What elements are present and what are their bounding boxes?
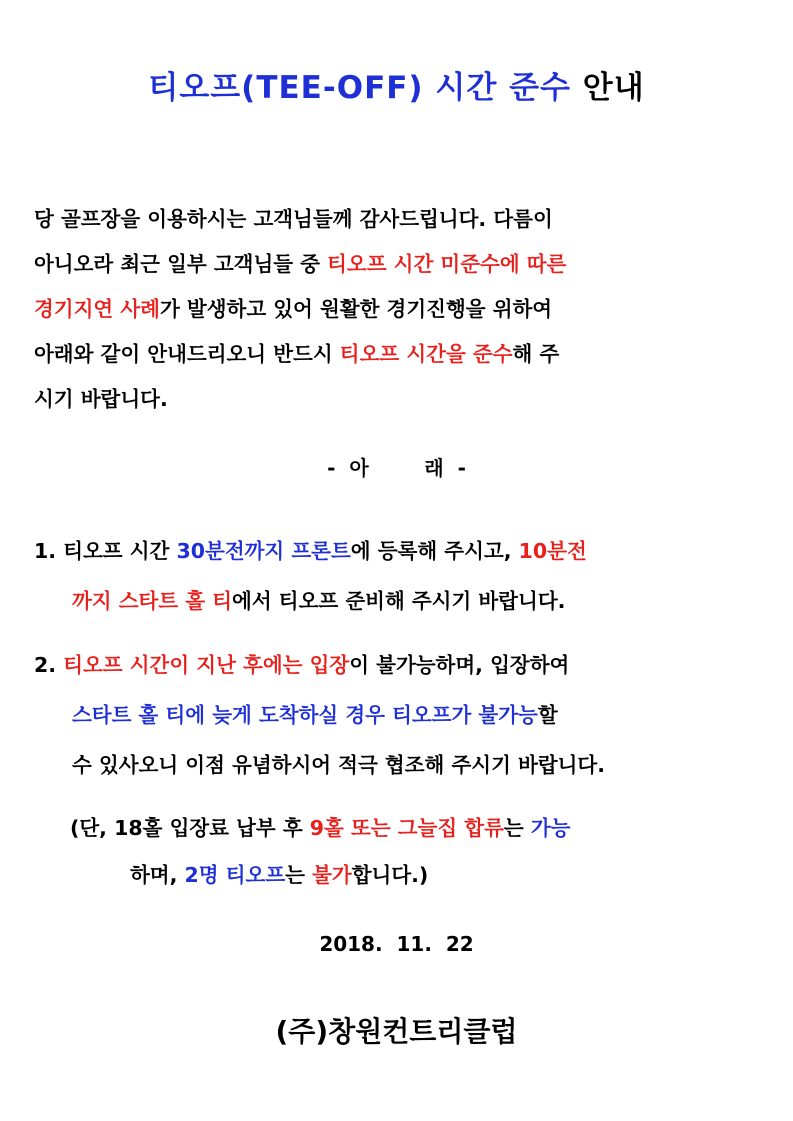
item-2-highlight-red: 티오프 시간이 지난 후에는 입장 <box>63 653 350 677</box>
note-highlight-blue-1: 가능 <box>530 816 571 840</box>
title-suffix: 안내 <box>570 70 645 106</box>
intro-line-2-text: 아니오라 최근 일부 고객님들 중 <box>34 252 328 276</box>
note-text-a: (단, 18홀 입장료 납부 후 <box>70 816 310 840</box>
item-1-text-c: 에서 티오프 준비해 주시기 바랍니다. <box>232 589 566 613</box>
intro-line-3 <box>34 287 764 332</box>
title-main: 티오프(TEE-OFF) 시간 준수 <box>148 70 571 106</box>
notice-item-1 <box>34 526 764 626</box>
page-title <box>0 62 793 107</box>
intro-highlight-3: 티오프 시간을 준수 <box>339 342 513 366</box>
intro-paragraph <box>34 197 764 422</box>
note-text-d: 는 <box>285 863 313 887</box>
item-2-number: 2. <box>34 653 64 677</box>
note-line-1 <box>70 805 770 852</box>
intro-highlight-1: 티오프 시간 미준수에 따른 <box>327 252 567 276</box>
item-1-highlight-red-2: 까지 스타트 홀 티 <box>72 589 233 613</box>
intro-line-1: 당 골프장을 이용하시는 고객님들께 감사드립니다. 다름이 <box>34 207 553 231</box>
intro-line-5: 시기 바랍니다. <box>34 387 168 411</box>
note-text-b: 는 <box>503 816 531 840</box>
notice-date: 2018. 11. 22 <box>319 932 474 956</box>
intro-highlight-2: 경기지연 사례 <box>34 297 160 321</box>
intro-line-4-text-b: 해 주 <box>512 342 560 366</box>
item-2-line-1 <box>34 640 764 690</box>
note-line-2 <box>70 852 770 899</box>
note-highlight-red-1: 9홀 또는 그늘집 합류 <box>309 816 504 840</box>
item-1-text-a: 티오프 시간 <box>63 539 177 563</box>
note-highlight-blue-2: 2명 티오프 <box>184 863 286 887</box>
item-1-text-b: 에 등록해 주시고, <box>350 539 519 563</box>
item-1-line-1 <box>34 526 764 576</box>
organization-name: (주)창원컨트리클럽 <box>275 1015 518 1048</box>
item-2-line-2 <box>34 690 764 740</box>
item-1-number: 1. <box>34 539 64 563</box>
section-label: - 아 래 - <box>327 456 466 480</box>
intro-line-3-text: 가 발생하고 있어 원활한 경기진행을 위하여 <box>159 297 553 321</box>
item-1-highlight-blue: 30분전까지 프론트 <box>176 539 351 563</box>
note-text-e: 합니다.) <box>351 863 429 887</box>
notice-item-2 <box>34 640 764 790</box>
item-2-highlight-blue: 스타트 홀 티에 늦게 도착하실 경우 티오프가 불가능 <box>72 703 538 727</box>
intro-line-4-text-a: 아래와 같이 안내드리오니 반드시 <box>34 342 340 366</box>
intro-line-2 <box>34 242 764 287</box>
note-highlight-red-2: 불가 <box>312 863 352 887</box>
exception-note <box>70 805 770 899</box>
note-text-c: 하며, <box>130 863 185 887</box>
item-1-line-2 <box>34 576 764 626</box>
item-2-line-3: 수 있사오니 이점 유념하시어 적극 협조해 주시기 바랍니다. <box>72 753 606 777</box>
intro-line-4 <box>34 332 764 377</box>
item-1-highlight-red-1: 10분전 <box>518 539 587 563</box>
item-2-text-b: 할 <box>537 703 558 727</box>
item-2-text-a: 이 불가능하며, 입장하여 <box>349 653 570 677</box>
